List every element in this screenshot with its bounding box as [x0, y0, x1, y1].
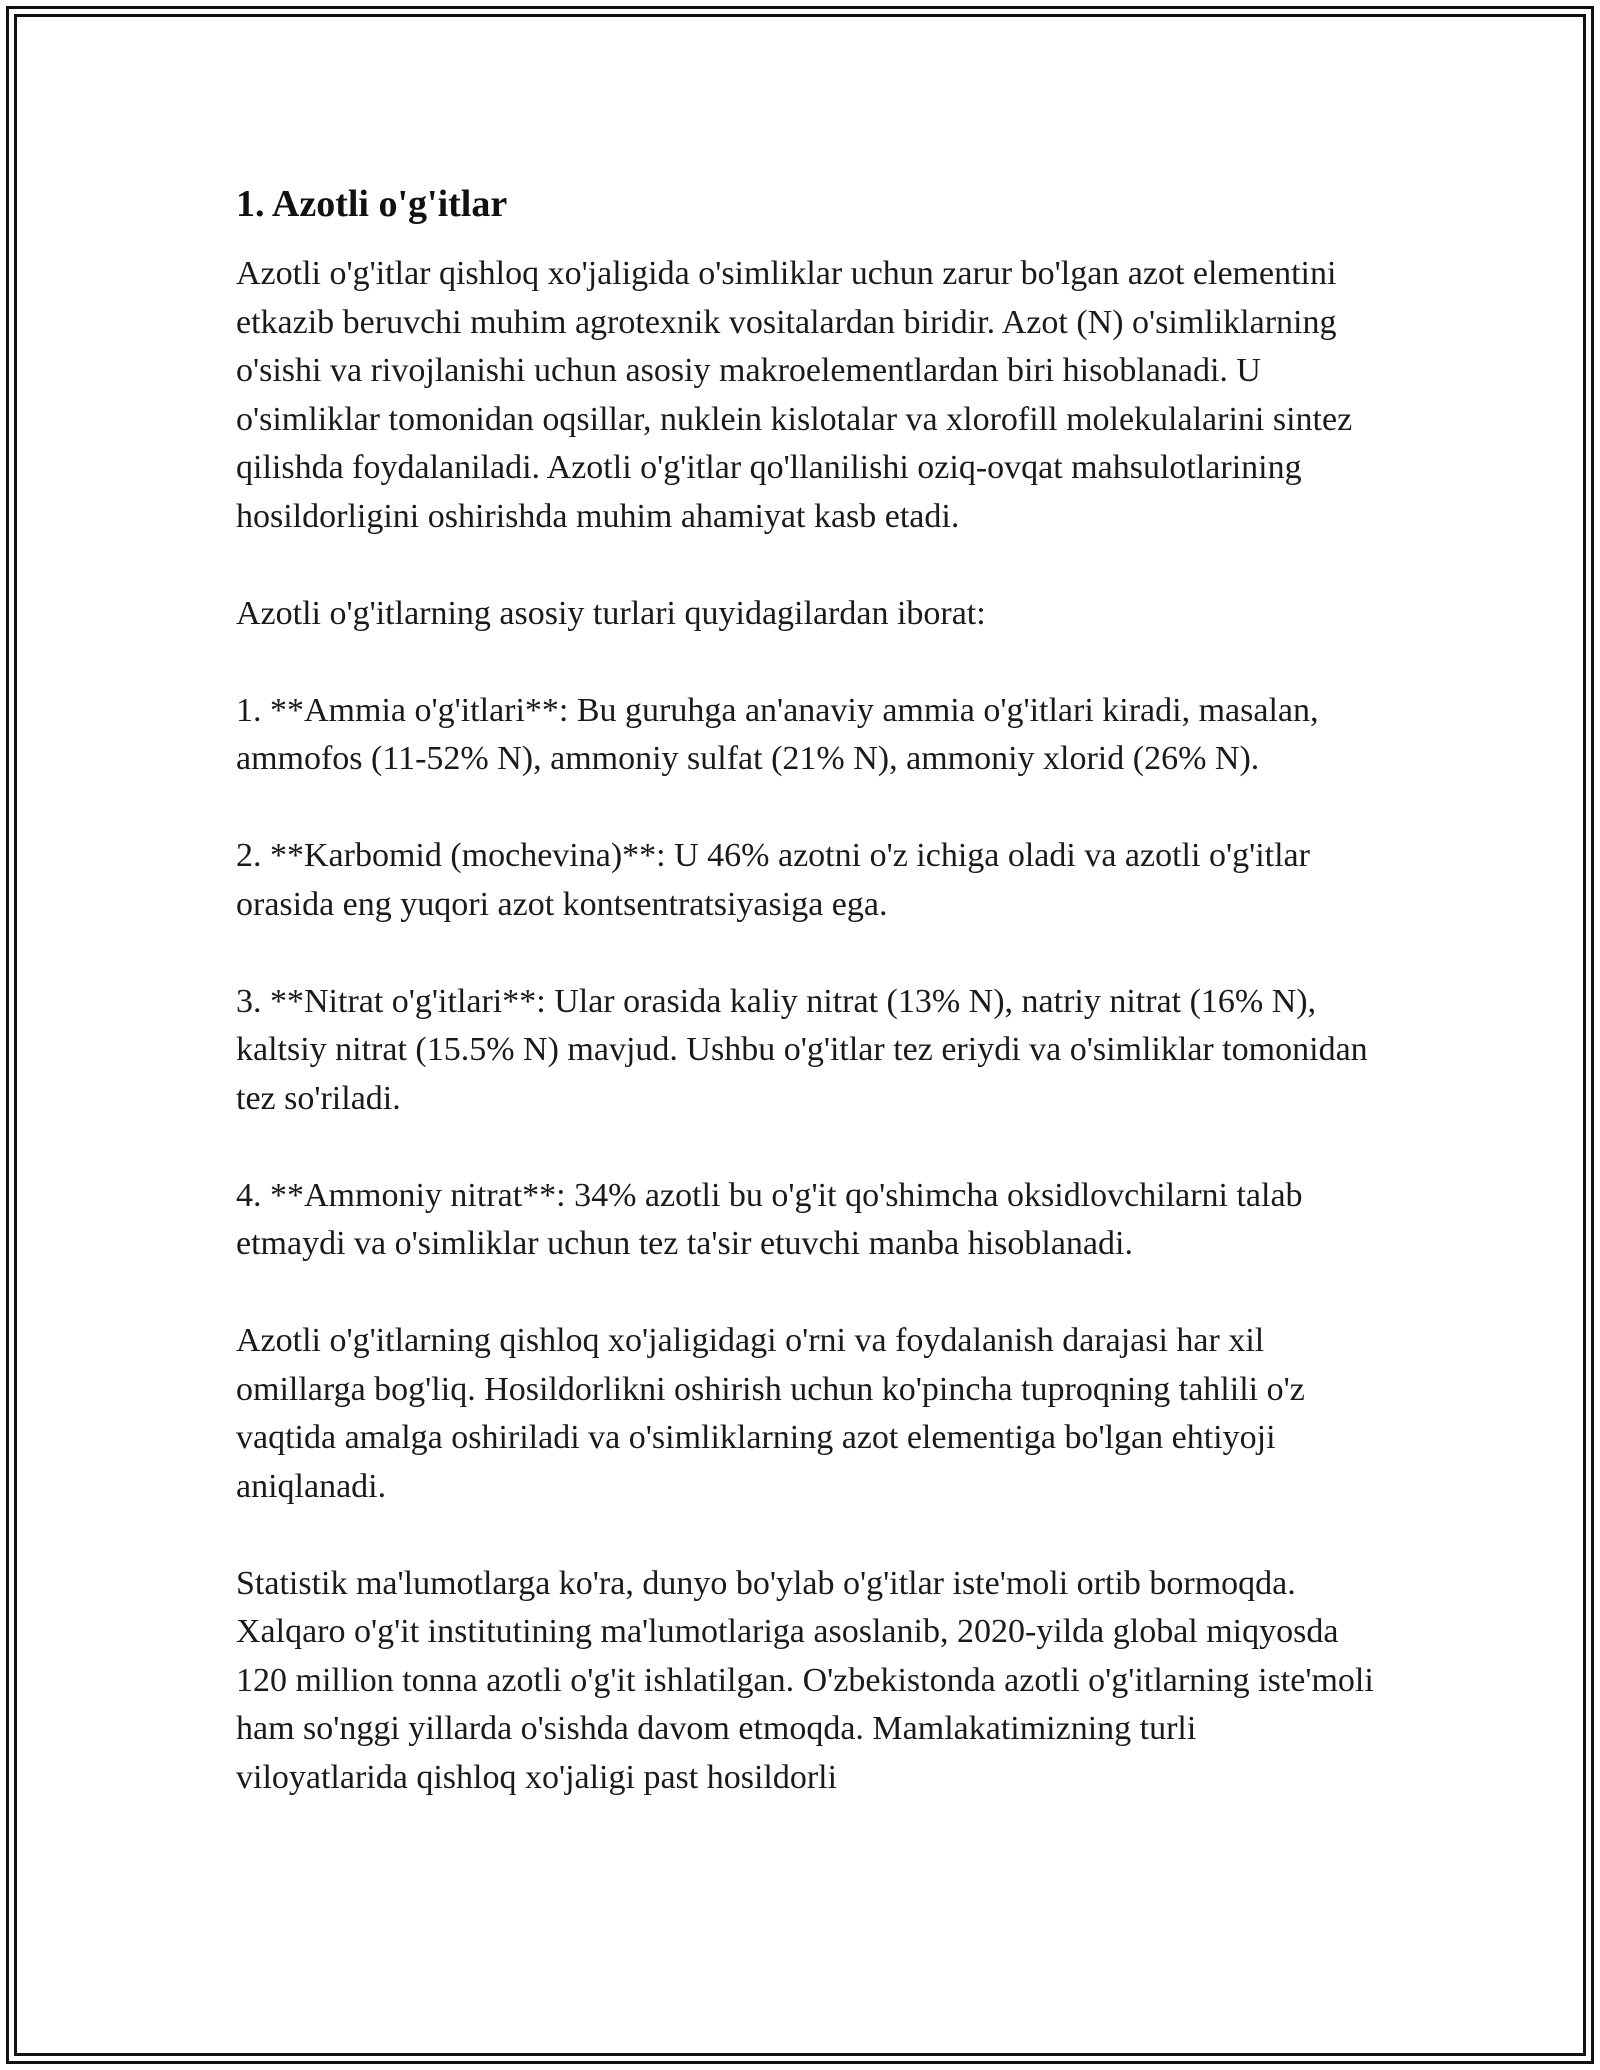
role-paragraph: Azotli o'g'itlarning qishloq xo'jaligidagi o'rni va foydalanish darajasi har xil omillarga bog'liq. Hosildorlikni oshirish uchun ko'pincha tuproqning tahlili o'z vaqtida amalga oshiriladi va o'simliklarning azot elementiga bo'lgan ehtiyoji aniqlanadi. — [236, 1322, 1305, 1505]
statistics-paragraph: Statistik ma'lumotlarga ko'ra, dunyo bo'ylab o'g'itlar iste'moli ortib bormoqda. Xalqaro o'g'it institutining ma'lumotlariga asoslanib, 2020-yilda global miqyosda 120 million tonna azotli o'g'it ishlatilgan. O'zbekistonda azotli o'g'itlarning iste'moli ham so'nggi yillarda o'sishda davom etmoqda. Mamlakatimizning turli viloyatlarida qishloq xo'jaligi past hosildorli — [236, 1564, 1374, 1796]
list-item-ammia: 1. **Ammia o'g'itlari**: Bu guruhga an'anaviy ammia o'g'itlari kiradi, masalan, ammofos (11-52% N), ammoniy sulfat (21% N), ammoniy xlorid (26% N). — [236, 691, 1319, 777]
document-body — [236, 176, 1376, 1802]
list-item-nitrat: 3. **Nitrat o'g'itlari**: Ular orasida kaliy nitrat (13% N), natriy nitrat (16% N), kaltsiy nitrat (15.5% N) mavjud. Ushbu o'g'itlar tez eriydi va o'simliklar tomonidan tez so'riladi. — [236, 982, 1368, 1117]
intro-paragraph: Azotli o'g'itlar qishloq xo'jaligida o'simliklar uchun zarur bo'lgan azot elementini etkazib beruvchi muhim agrotexnik vositalardan biridir. Azot (N) o'simliklarning o'sishi va rivojlanishi uchun asosiy makroelementlardan biri hisoblanadi. U o'simliklar tomonidan oqsillar, nuklein kislotalar va xlorofill molekulalarini sintez qilishda foydalaniladi. Azotli o'g'itlar qo'llanilishi oziq-ovqat mahsulotlarining hosildorligini oshirishda muhim ahamiyat kasb etadi. — [236, 255, 1353, 535]
types-intro-paragraph: Azotli o'g'itlarning asosiy turlari quyidagilardan iborat: — [236, 594, 986, 632]
list-item-karbomid: 2. **Karbomid (mochevina)**: U 46% azotni o'z ichiga oladi va azotli o'g'itlar orasida eng yuqori azot kontsentratsiyasiga ega. — [236, 837, 1310, 923]
section-heading: 1. Azotli o'g'itlar — [236, 183, 508, 225]
list-item-ammoniy-nitrat: 4. **Ammoniy nitrat**: 34% azotli bu o'g'it qo'shimcha oksidlovchilarni talab etmaydi va o'simliklar uchun tez ta'sir etuvchi manba hisoblanadi. — [236, 1176, 1303, 1262]
